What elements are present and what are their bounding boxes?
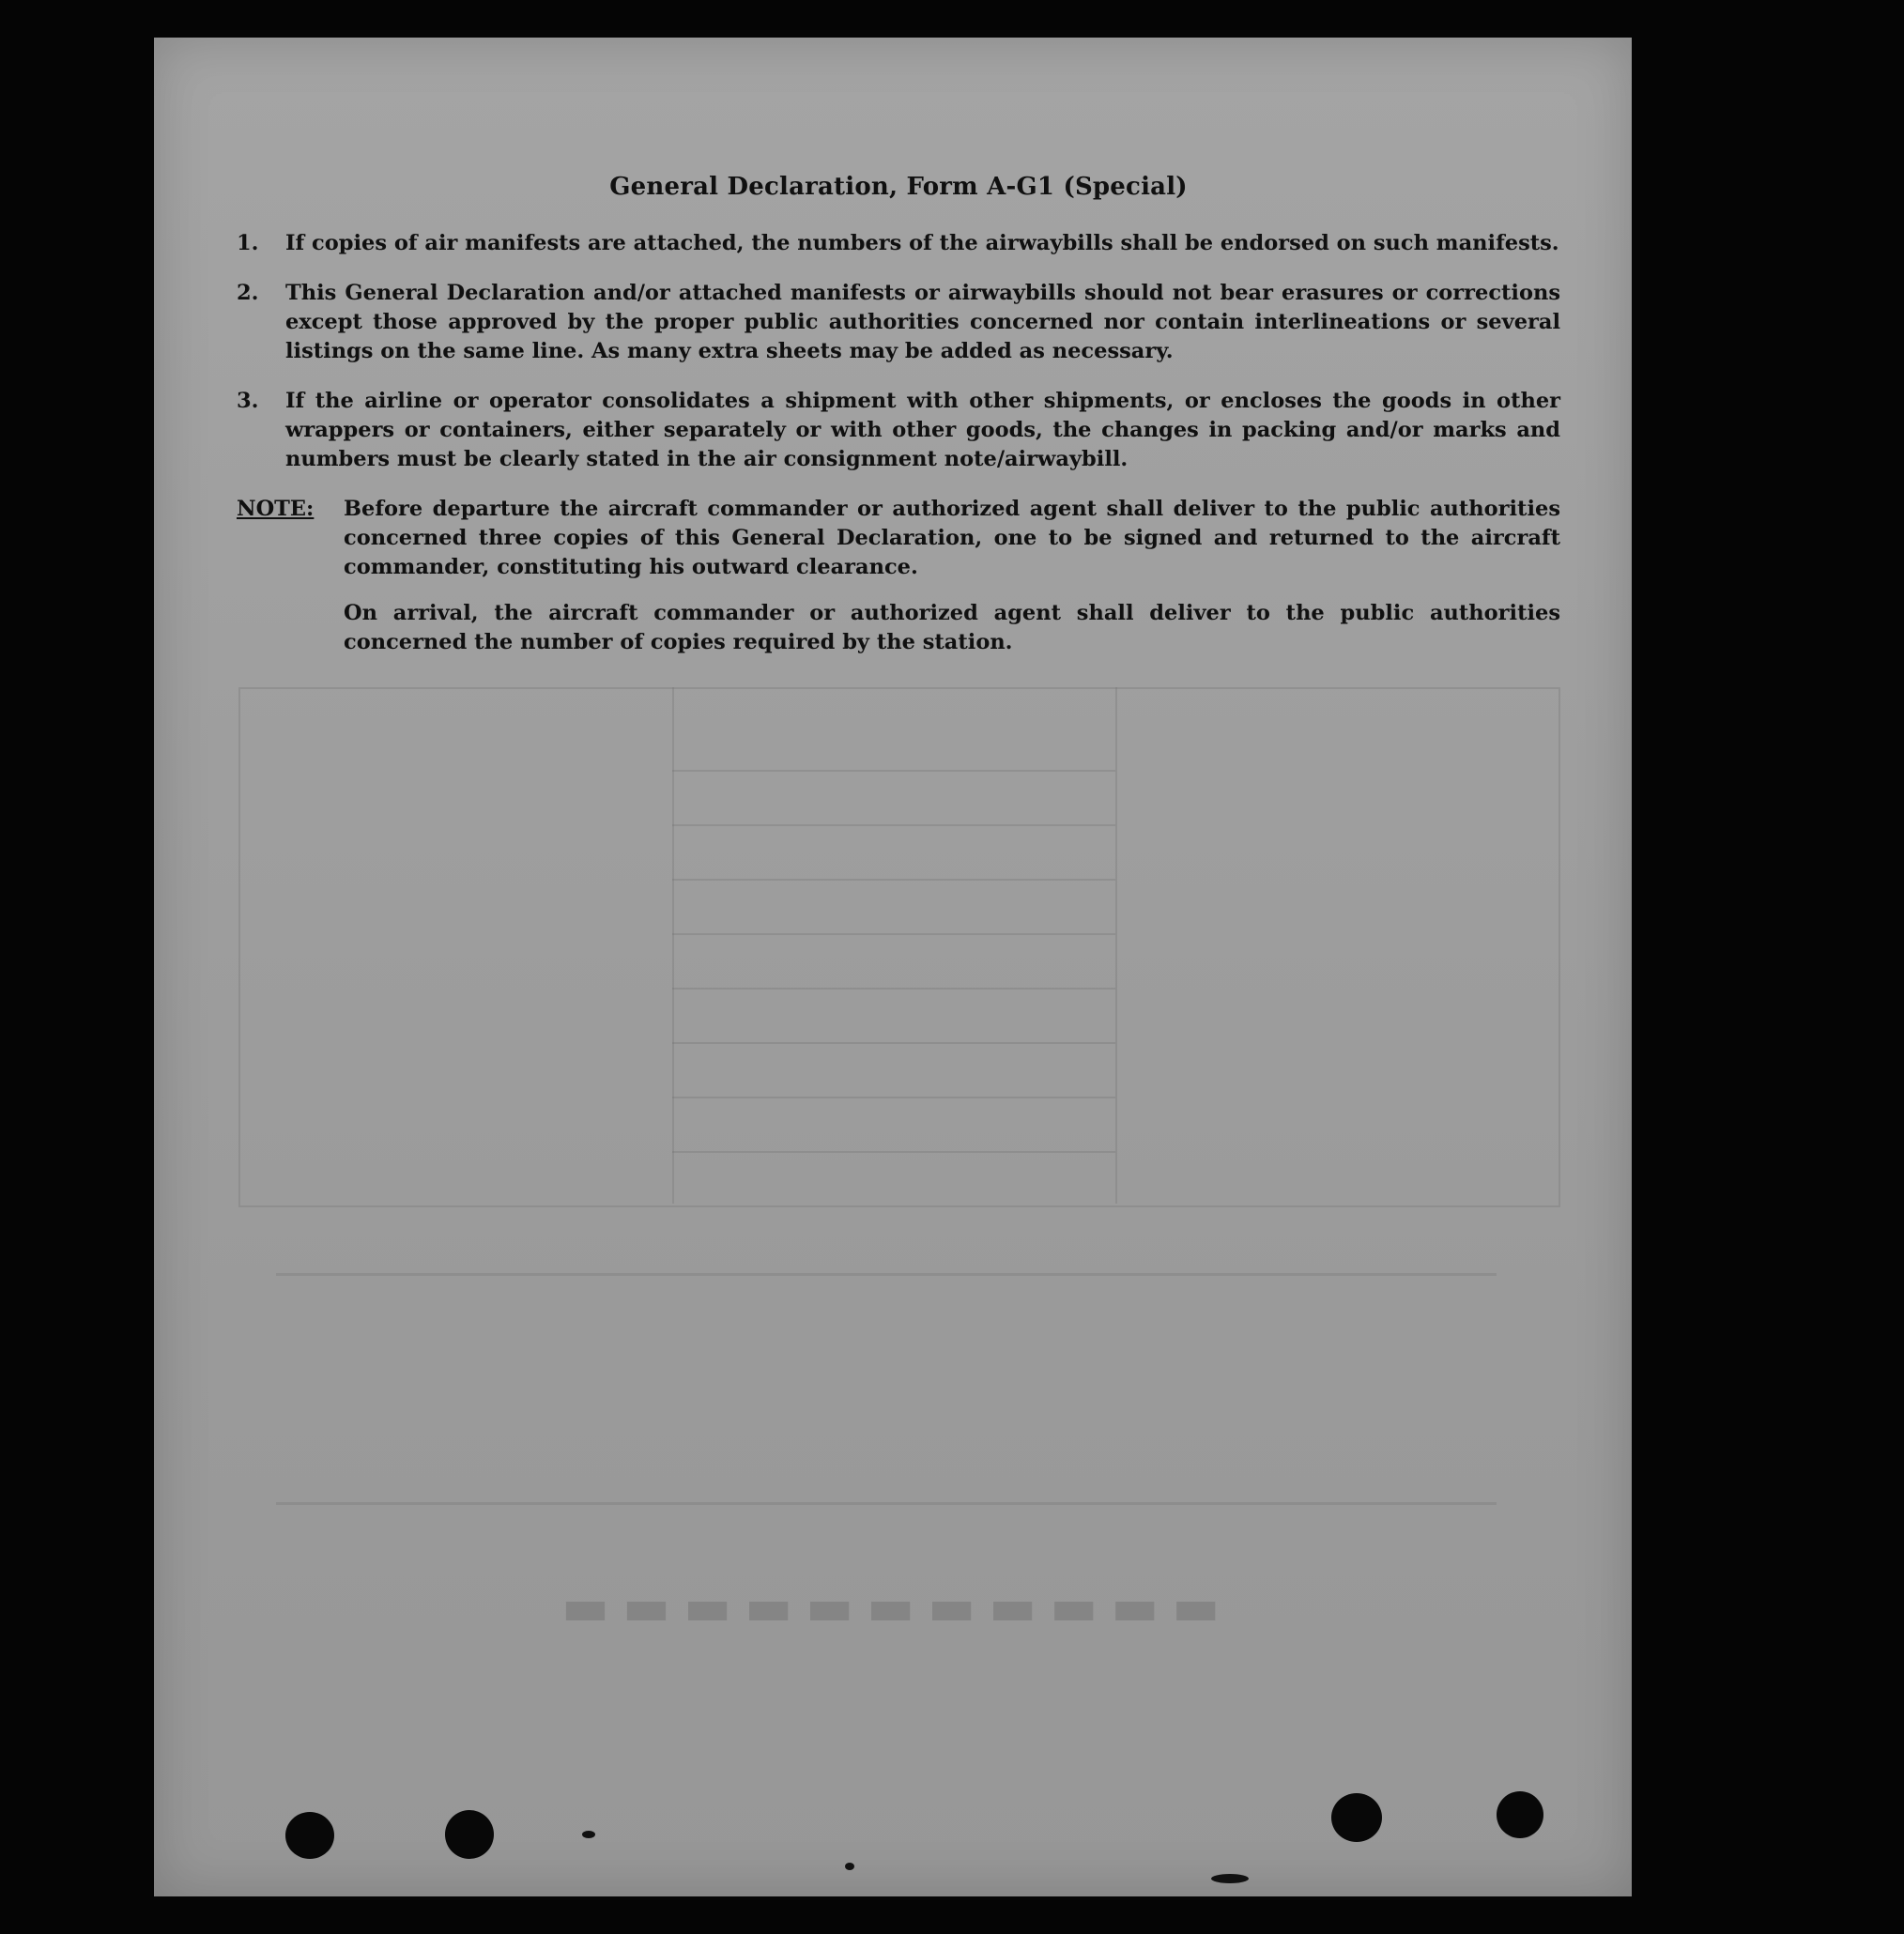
item-number: 2. <box>237 281 259 305</box>
page-title: General Declaration, Form A-G1 (Special) <box>609 173 1188 201</box>
punch-hole <box>1497 1791 1543 1838</box>
note-paragraph: Before departure the aircraft commander or authorized agent shall deliver to the public authorities concerned three copies of this General Declaration, one to be signed and returned to the aircraft commander, constituting his outward clearance. <box>344 497 1560 579</box>
bleed-through-heading: ▬▬▬▬▬▬▬▬▬▬▬ <box>548 1577 1221 1636</box>
punch-hole <box>445 1810 494 1859</box>
bleed-through-row-line <box>672 879 1115 881</box>
ink-speck <box>1211 1874 1249 1883</box>
item-text: If the airline or operator consolidates a shipment with other shipments, or encloses the goods in other wrappers or containers, either separately or with other goods, the changes in packing and/or marks and numbers must be clearly stated in the air consignment note/airwaybill. <box>285 389 1560 471</box>
bleed-through-row-line <box>672 1151 1115 1153</box>
note-paragraph: On arrival, the aircraft commander or authorized agent shall deliver to the public authorities concerned the number of copies required by the station. <box>344 601 1560 654</box>
instruction-item <box>237 387 1560 474</box>
bleed-through-row-line <box>672 824 1115 826</box>
bleed-through-row-line <box>672 988 1115 990</box>
bleed-through-row-line <box>672 933 1115 935</box>
ink-speck <box>582 1831 595 1838</box>
bleed-through-row-line <box>672 1042 1115 1044</box>
note-section <box>237 495 1560 674</box>
bleed-through-divider <box>672 687 674 1204</box>
item-text: If copies of air manifests are attached, the numbers of the airwaybills shall be endorsed on such manifests. <box>285 231 1559 255</box>
bleed-through-rule <box>276 1502 1497 1505</box>
bleed-through-row-line <box>672 1097 1115 1098</box>
item-number: 3. <box>237 389 259 413</box>
punch-hole <box>1331 1793 1382 1842</box>
instruction-item <box>237 279 1560 366</box>
instruction-item <box>237 229 1560 258</box>
punch-hole <box>285 1812 334 1859</box>
note-body <box>344 495 1560 674</box>
bleed-through-table <box>238 687 1560 1207</box>
declaration-instructions <box>237 131 1560 674</box>
paper-sheet <box>154 38 1632 1896</box>
bleed-through-divider <box>1115 687 1117 1204</box>
item-number: 1. <box>237 231 259 255</box>
item-text: This General Declaration and/or attached manifests or airwaybills should not bear erasures or corrections except those approved by the proper public authorities concerned nor contain interlineations or several listings on the same line. As many extra sheets may be added as necessary. <box>285 281 1560 363</box>
note-label: NOTE: <box>237 497 315 521</box>
bleed-through-row-line <box>672 770 1115 772</box>
bleed-through-rule <box>276 1273 1497 1276</box>
ink-speck <box>845 1863 854 1870</box>
